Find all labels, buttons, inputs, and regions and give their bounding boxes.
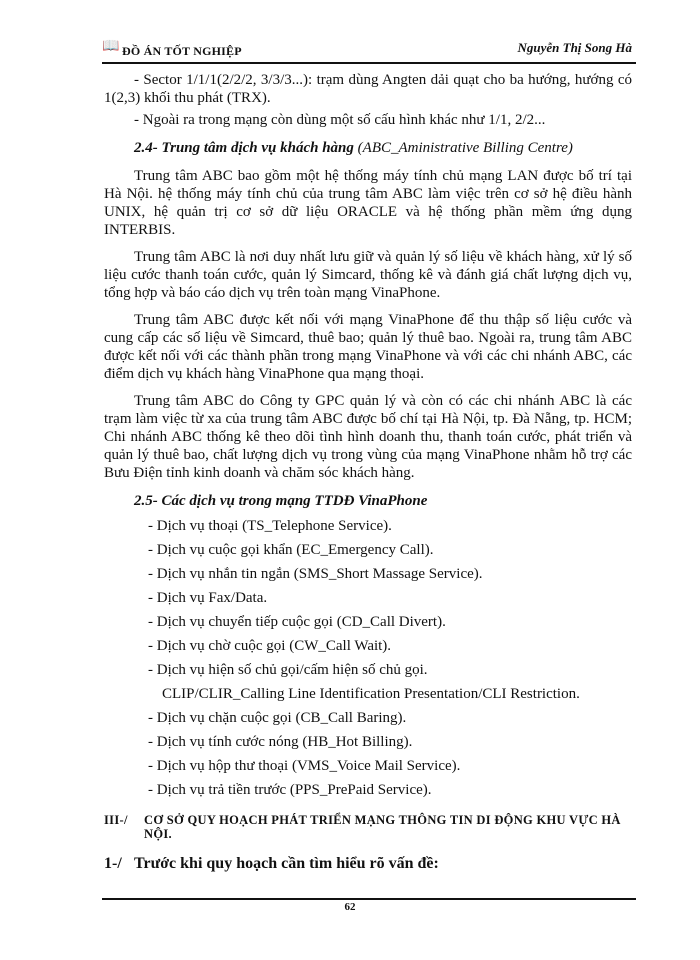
list-item: - Dịch vụ trả tiền trước (PPS_PrePaid Service). <box>148 782 432 798</box>
list-item: - Dịch vụ Fax/Data. <box>148 590 268 606</box>
footer-divider <box>102 898 636 900</box>
paragraph-abc-4: Trung tâm ABC do Công ty GPC quản lý và còn có các chi nhánh ABC là các trạm làm việc từ xa của trung tâm ABC được bố chí tại Hà Nội, tp. Đà Nẵng, tp. HCM; Chi nhánh ABC thống kê theo dõi tình hình doanh thu, thanh toán cước, phát triển và quản lý thuê bao, chất lượng dịch vụ trong vùng của mạng VinaPhone nhằm hỗ trợ các Bưu Điện tỉnh kinh doanh và chăm sóc khách hàng. <box>104 393 632 481</box>
page-number: 62 <box>344 901 356 913</box>
list-item: - Dịch vụ hiện số chủ gọi/cấm hiện số chủ gọi. <box>148 662 428 678</box>
clip-line: CLIP/CLIR_Calling Line Identification Presentation/CLI Restriction. <box>162 686 580 702</box>
section-2-4-heading <box>104 139 632 157</box>
list-item: - Dịch vụ chặn cuộc gọi (CB_Call Baring). <box>148 710 407 726</box>
header-divider <box>102 62 636 64</box>
header-author: Nguyễn Thị Song Hà <box>517 40 632 55</box>
paragraph-sector: - Sector 1/1/1(2/2/2, 3/3/3...): trạm dùng Angten dải quạt cho ba hướng, hướng có 1(2,3) khối thu phát (TRX). <box>104 72 632 106</box>
list-item: - Dịch vụ thoại (TS_Telephone Service). <box>148 518 392 534</box>
list-item: - Dịch vụ hộp thư thoại (VMS_Voice Mail Service). <box>148 758 461 774</box>
section-1-number: 1-/ <box>104 855 122 872</box>
header-title: ĐỒ ÁN TỐT NGHIỆP <box>122 44 242 58</box>
page-content <box>104 71 632 873</box>
section-1-title: Trước khi quy hoạch cần tìm hiểu rõ vấn đề: <box>134 855 439 872</box>
list-item: - Dịch vụ tính cước nóng (HB_Hot Billing). <box>148 734 413 750</box>
section-2-4-english: (ABC_Aministrative Billing Centre) <box>357 140 573 156</box>
section-III-heading <box>104 813 632 841</box>
paragraph-abc-2: Trung tâm ABC là nơi duy nhất lưu giữ và quản lý số liệu về khách hàng, xử lý số liệu cước thanh toán cước, quản lý Simcard, thống kê và đánh giá chất lượng dịch vụ, tổng hợp và báo cáo dịch vụ trên toàn mạng VinaPhone. <box>104 249 632 301</box>
book-icon: 📖 <box>102 39 120 54</box>
section-1-heading <box>104 855 632 873</box>
section-III-title: CƠ SỞ QUY HOẠCH PHÁT TRIỂN MẠNG THÔNG TIN DI ĐỘNG KHU VỰC HÀ NỘI. <box>144 813 621 841</box>
list-item: - Dịch vụ chờ cuộc gọi (CW_Call Wait). <box>148 638 392 654</box>
list-item: - Dịch vụ cuộc gọi khẩn (EC_Emergency Call). <box>148 542 434 558</box>
paragraph-abc-3: Trung tâm ABC được kết nối với mạng VinaPhone để thu thập số liệu cước và cung cấp các số liệu về Simcard, thuê bao; quản lý thuê bao. Ngoài ra, trung tâm ABC được kết nối với các thành phần trong mạng VinaPhone và với các chi nhánh ABC, các điểm dịch vụ khách hàng VinaPhone qua mạng thoại. <box>104 312 632 382</box>
section-III-number: III-/ <box>104 813 128 827</box>
list-item: - Dịch vụ chuyển tiếp cuộc gọi (CD_Call Divert). <box>148 614 446 630</box>
paragraph-other-config: - Ngoài ra trong mạng còn dùng một số cấu hình khác như 1/1, 2/2... <box>134 112 546 128</box>
paragraph-abc-1: Trung tâm ABC bao gồm một hệ thống máy tính chủ mạng LAN được bố trí tại Hà Nội. hệ thống máy tính chủ của trung tâm ABC làm việc trên cơ sở hệ điều hành UNIX, hệ quản trị cơ sở dữ liệu ORACLE và hệ thống phần mềm ứng dụng INTERBIS. <box>104 168 632 238</box>
services-list <box>104 517 632 799</box>
list-item: - Dịch vụ nhắn tin ngắn (SMS_Short Massage Service). <box>148 566 483 582</box>
section-2-5-heading: 2.5- Các dịch vụ trong mạng TTDĐ VinaPhone <box>134 493 428 509</box>
section-2-4-title: 2.4- Trung tâm dịch vụ khách hàng <box>134 140 354 156</box>
